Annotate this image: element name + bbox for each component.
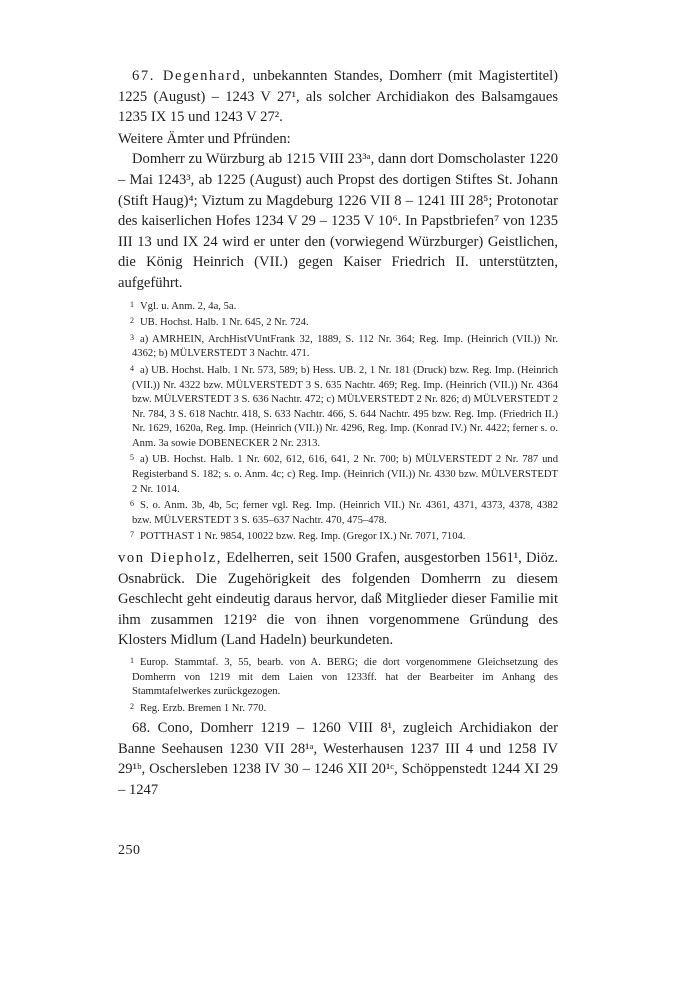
footnote: 5 a) UB. Hochst. Halb. 1 Nr. 602, 612, 616, 641, 2 Nr. 700; b) MÜLVERSTEDT 2 Nr. 787 und Registerband S. 182; s. o. Anm. 4c; c) Reg. Imp. (Heinrich (VII.)) Nr. 4330 bzw. MÜLVERSTEDT 2 Nr. 1014.	[130, 453, 558, 495]
footnote: 7 POTTHAST 1 Nr. 9854, 10022 bzw. Reg. Imp. (Gregor IX.) Nr. 7071, 7104.	[130, 530, 466, 543]
diepholz-heading: von Diepholz,	[118, 550, 223, 566]
entry-68	[118, 718, 558, 800]
diepholz-text: Edelherren, seit 1500 Grafen, ausgestorben 1561¹, Diöz. Osnabrück. Die Zugehörigkeit des folgenden Domherrn zu diesem Geschlecht geht eindeutig daraus hervor, daß Mitglieder dieser Familie mit ihm zusammen 1219² die von ihnen vorgenommene Gründung des Klosters Midlum (Land Hadeln) beurkundeten.	[118, 550, 559, 649]
footnote: 2 UB. Hochst. Halb. 1 Nr. 645, 2 Nr. 724.	[130, 316, 309, 329]
footnote: 6 S. o. Anm. 3b, 4b, 5c; ferner vgl. Reg. Imp. (Heinrich VII.) Nr. 4361, 4371, 4373, 4378, 4382 bzw. MÜLVERSTEDT 3 S. 635–637 Nachtr. 470, 475–478.	[130, 499, 558, 526]
diepholz-footnotes	[118, 654, 558, 716]
entry-67-heading: 67. Degenhard,	[132, 68, 247, 84]
page-number: 250	[118, 843, 141, 858]
entry-67-footnotes	[118, 298, 558, 546]
footnote: 1 Vgl. u. Anm. 2, 4a, 5a.	[130, 299, 237, 312]
entry-67-details: Domherr zu Würzburg ab 1215 VIII 23³ᵃ, dann dort Domscholaster 1220 – Mai 1243³, ab 1225 (August) auch Propst des dortigen Stiftes St. Johann (Stift Haug)⁴; Viztum zu Magdeburg 1226 VII 8 – 1241 III 28⁵; Protonotar des kaiserlichen Hofes 1234 V 29 – 1235 V 10⁶. In Papstbriefen⁷ von 1235 III 13 und IX 24 wird er unter den (vorwiegend Würzburger) Geistlichen, die König Heinrich (VII.) gegen Kaiser Friedrich II. unterstützten, aufgeführt.	[118, 151, 558, 291]
entry-67-subheading: Weitere Ämter und Pfründen:	[118, 130, 291, 147]
entry-67-intro	[118, 66, 558, 128]
footnote: 4 a) UB. Hochst. Halb. 1 Nr. 573, 589; b) Hess. UB. 2, 1 Nr. 181 (Druck) bzw. Reg. Imp. (Heinrich (VII.)) Nr. 4322 bzw. MÜLVERSTEDT 3 S. 635 Nachtr. 469; Reg. Imp. (Heinrich (VII.)) Nr. 4364 bzw. MÜLVERSTEDT 3 S. 636 Nachtr. 472; c) MÜLVERSTEDT 2 Nr. 826; d) MÜLVERSTEDT 2 Nr. 784, 3 S. 618 Nachtr. 418, S. 633 Nachtr. 466, S. 644 Nachtr. 495 bzw. Reg. Imp. (Friedrich II.) Nr. 1629, 1620a, Reg. Imp. (Heinrich (VII.)) Nr. 4296, Reg. Imp. (Konrad IV.) Nr. 4422; ferner s. o. Anm. 3a sowie DOBENECKER 2 Nr. 2313.	[130, 363, 558, 449]
diepholz-intro	[118, 548, 558, 651]
family-diepholz	[118, 548, 558, 716]
entry-68-text: 68. Cono, Domherr 1219 – 1260 VIII 8¹, zugleich Archidiakon der Banne Seehausen 1230 VII 28¹ᵃ, Westerhausen 1237 III 4 und 1258 IV 29¹ᵇ, Oschersleben 1238 IV 30 – 1246 XII 20¹ᶜ, Schöppenstedt 1244 XI 29 – 1247	[118, 720, 558, 798]
footnote: 1 Europ. Stammtaf. 3, 55, bearb. von A. BERG; die dort vorgenommene Gleichsetzung des Domherrn von 1219 mit dem Laien von 1233ff. hat der Bearbeiter im Anhang des Stammtafelwerkes zurückgezogen.	[130, 655, 558, 698]
footnote: 2 Reg. Erzb. Bremen 1 Nr. 770.	[130, 701, 267, 714]
footnote: 3 a) AMRHEIN, ArchHistVUntFrank 32, 1889, S. 112 Nr. 364; Reg. Imp. (Heinrich (VII.)) Nr. 4362; b) MÜLVERSTEDT 3 Nachtr. 471.	[130, 332, 558, 360]
entry-67	[118, 66, 558, 545]
entry-67-text: unbekannten Standes, Domherr (mit Magistertitel) 1225 (August) – 1243 V 27¹, als solcher Archidiakon des Balsamgaues 1235 IX 15 und 1243 V 27².	[118, 68, 558, 126]
